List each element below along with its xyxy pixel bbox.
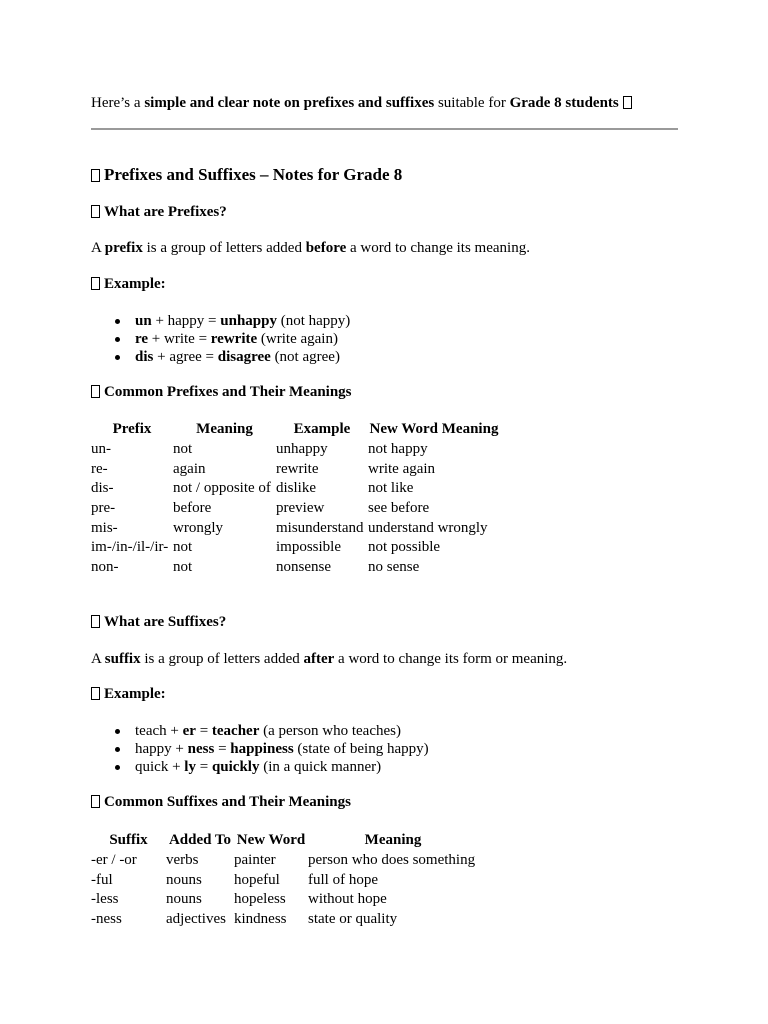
example-part: un: [135, 313, 152, 329]
table-cell: nonsense: [276, 558, 331, 575]
missing-glyph-icon: [623, 96, 632, 109]
table-row: [91, 498, 500, 518]
table-cell: see before: [368, 499, 430, 516]
definition-text: A: [91, 651, 105, 667]
table-cell: before: [173, 499, 212, 516]
example-text: happy +: [135, 741, 188, 757]
table-cell: painter: [234, 851, 276, 868]
example-note: (in a quick manner): [259, 759, 382, 775]
definition-text: a word to change its meaning.: [346, 240, 530, 256]
example-result: quickly: [211, 759, 260, 775]
table-cell: no sense: [368, 558, 420, 575]
table-cell: re-: [91, 460, 108, 477]
table-row: [91, 909, 478, 929]
example-part: ly: [184, 759, 196, 775]
table-cell: kindness: [234, 910, 287, 927]
suffixes-heading-text: What are Suffixes?: [104, 614, 227, 630]
example-heading-text: Example:: [104, 686, 166, 702]
intro-text: Here’s a: [91, 95, 145, 111]
prefix-example-heading: [91, 275, 166, 293]
table-cell: wrongly: [173, 519, 223, 536]
intro-paragraph: [91, 94, 632, 112]
table-cell: state or quality: [308, 910, 398, 927]
example-result: rewrite: [210, 331, 258, 347]
example-text: + happy =: [151, 313, 221, 329]
missing-glyph-icon: [91, 169, 100, 182]
list-item: [91, 312, 350, 330]
list-item: [91, 722, 429, 740]
table-cell: not / opposite of: [173, 480, 271, 497]
definition-text: is a group of letters added: [142, 240, 306, 256]
table-row: [91, 889, 478, 909]
prefix-table: [91, 419, 500, 577]
table-cell: not: [173, 558, 193, 575]
table-row: [91, 850, 478, 870]
table-row: [91, 518, 500, 538]
table-cell: mis-: [91, 519, 118, 536]
table-cell: impossible: [276, 539, 342, 556]
table-row: [91, 478, 500, 498]
table-cell: pre-: [91, 499, 116, 516]
definition-bold: after: [303, 651, 335, 667]
suffix-definition: [91, 650, 567, 668]
example-text: + agree =: [153, 349, 218, 365]
table-cell: without hope: [308, 891, 387, 908]
table-cell: misunderstand: [276, 519, 364, 536]
table-cell: again: [173, 460, 206, 477]
definition-text: a word to change its form or meaning.: [334, 651, 568, 667]
table-cell: im-/in-/il-/ir-: [91, 539, 169, 556]
missing-glyph-icon: [91, 615, 100, 628]
intro-bold-audience: Grade 8 students: [509, 95, 619, 111]
table-heading-text: Common Prefixes and Their Meanings: [104, 384, 352, 400]
table-header-row: [91, 830, 478, 850]
table-cell: full of hope: [308, 871, 378, 888]
column-header: Suffix: [109, 832, 148, 848]
table-cell: dislike: [276, 480, 316, 497]
example-result: happiness: [230, 741, 294, 757]
example-heading-text: Example:: [104, 276, 166, 292]
list-item: [91, 330, 350, 348]
column-header: Example: [293, 421, 351, 437]
table-row: [91, 439, 500, 459]
table-row: [91, 459, 500, 479]
intro-bold-topic: simple and clear note on prefixes and suffixes: [144, 95, 435, 111]
table-cell: nouns: [166, 891, 202, 908]
definition-text: A: [91, 240, 105, 256]
suffixes-heading: [91, 613, 226, 631]
missing-glyph-icon: [91, 385, 100, 398]
table-row: [91, 870, 478, 890]
table-row: [91, 557, 500, 577]
list-item: [91, 740, 429, 758]
column-header: Meaning: [196, 421, 253, 437]
example-text: =: [195, 759, 212, 775]
missing-glyph-icon: [91, 687, 100, 700]
table-cell: not: [173, 539, 193, 556]
table-cell: -ful: [91, 871, 113, 888]
table-cell: nouns: [166, 871, 202, 888]
example-text: quick +: [135, 759, 185, 775]
example-text: =: [214, 741, 231, 757]
table-cell: not happy: [368, 440, 428, 457]
table-cell: adjectives: [166, 910, 226, 927]
column-header: New Word: [236, 832, 306, 848]
prefix-definition: [91, 239, 530, 257]
table-cell: -less: [91, 891, 119, 908]
list-item: [91, 758, 429, 776]
example-note: (write again): [257, 331, 338, 347]
column-header: Added To: [168, 832, 232, 848]
missing-glyph-icon: [91, 205, 100, 218]
intro-text: suitable for: [434, 95, 510, 111]
example-note: (state of being happy): [293, 741, 429, 757]
prefix-table-heading: [91, 383, 352, 401]
table-cell: hopeless: [234, 891, 286, 908]
definition-bold: suffix: [104, 651, 141, 667]
table-cell: person who does something: [308, 851, 476, 868]
table-header-row: [91, 419, 500, 439]
prefix-example-list: [91, 312, 350, 366]
page-title: [91, 166, 402, 184]
example-text: teach +: [135, 723, 183, 739]
table-cell: non-: [91, 558, 119, 575]
table-cell: dis-: [91, 480, 114, 497]
example-result: teacher: [211, 723, 260, 739]
definition-bold: before: [305, 240, 347, 256]
example-result: unhappy: [220, 313, 277, 329]
list-item: [91, 348, 350, 366]
column-header: Prefix: [112, 421, 152, 437]
table-row: [91, 537, 500, 557]
table-cell: not like: [368, 480, 414, 497]
missing-glyph-icon: [91, 795, 100, 808]
example-text: + write =: [148, 331, 211, 347]
example-part: ness: [187, 741, 215, 757]
table-cell: not possible: [368, 539, 441, 556]
table-cell: unhappy: [276, 440, 328, 457]
horizontal-rule: [91, 128, 678, 130]
table-cell: preview: [276, 499, 325, 516]
missing-glyph-icon: [91, 277, 100, 290]
table-cell: not: [173, 440, 193, 457]
example-note: (not agree): [270, 349, 340, 365]
column-header: New Word Meaning: [369, 421, 499, 437]
prefixes-heading: [91, 203, 227, 221]
prefixes-heading-text: What are Prefixes?: [104, 204, 227, 220]
suffix-example-heading: [91, 685, 166, 703]
example-note: (a person who teaches): [259, 723, 401, 739]
example-part: er: [182, 723, 196, 739]
column-header: Meaning: [364, 832, 422, 848]
table-cell: -ness: [91, 910, 122, 927]
example-note: (not happy): [276, 313, 351, 329]
table-cell: rewrite: [276, 460, 319, 477]
example-result: disagree: [217, 349, 271, 365]
table-cell: verbs: [166, 851, 199, 868]
example-part: dis: [135, 349, 154, 365]
page-title-text: Prefixes and Suffixes – Notes for Grade 8: [104, 165, 403, 184]
table-cell: un-: [91, 440, 111, 457]
definition-text: is a group of letters added: [140, 651, 304, 667]
table-heading-text: Common Suffixes and Their Meanings: [104, 794, 351, 810]
table-cell: -er / -or: [91, 851, 137, 868]
example-text: =: [195, 723, 212, 739]
example-part: re: [135, 331, 149, 347]
suffix-table-heading: [91, 793, 351, 811]
table-cell: write again: [368, 460, 436, 477]
definition-bold: prefix: [104, 240, 143, 256]
suffix-example-list: [91, 722, 429, 776]
suffix-table: [91, 830, 478, 929]
table-cell: understand wrongly: [368, 519, 488, 536]
table-cell: hopeful: [234, 871, 280, 888]
